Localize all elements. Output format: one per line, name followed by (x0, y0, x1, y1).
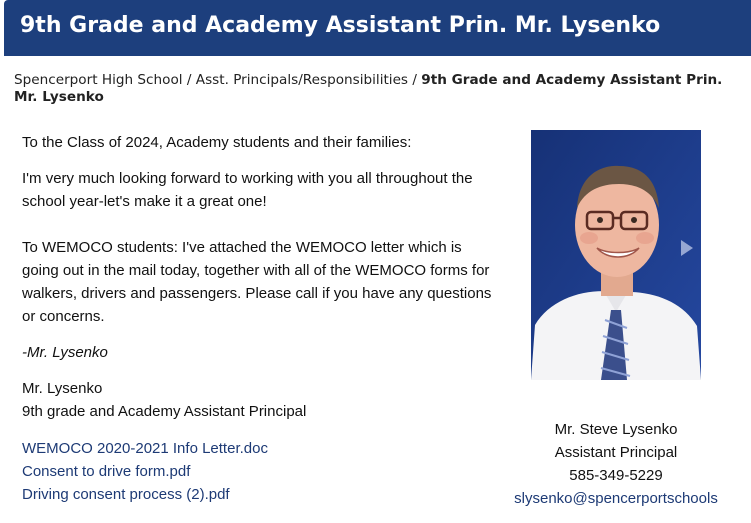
wemoco-paragraph: To WEMOCO students: I've attached the WEMOCO letter which is going out in the mail today, together with all of the WEMOCO forms for walkers, drivers and passengers. Please call if you have any questions or concerns. (22, 239, 492, 325)
signature-name: Mr. Lysenko (22, 380, 103, 397)
attachment-link-info-letter[interactable]: WEMOCO 2020-2021 Info Letter.doc (22, 440, 268, 457)
contact-phone: 585-349-5229 (569, 467, 663, 484)
signature-title: 9th grade and Academy Assistant Principal (22, 403, 307, 420)
signature-block (22, 377, 492, 423)
portrait-illustration (531, 130, 701, 380)
welcome-paragraph: I'm very much looking forward to working with you all throughout the school year-let's make it a great one! (22, 170, 473, 210)
attachment-link-consent-form[interactable]: Consent to drive form.pdf (22, 463, 191, 480)
attachment-list (22, 437, 492, 506)
greeting-text: To the Class of 2024, Academy students and their families: (22, 134, 412, 151)
contact-title: Assistant Principal (554, 444, 678, 461)
breadcrumb (14, 72, 744, 106)
breadcrumb-current: 9th Grade and Academy Assistant Prin. Mr. Lysenko (14, 72, 723, 105)
signoff-text: -Mr. Lysenko (22, 344, 108, 361)
breadcrumb-link-school[interactable]: Spencerport High School (14, 72, 183, 88)
contact-name: Mr. Steve Lysenko (554, 421, 678, 438)
title-bar (4, 0, 751, 56)
staff-photo (531, 130, 701, 380)
attachment-link-consent-process[interactable]: Driving consent process (2).pdf (22, 486, 230, 503)
main-content (22, 131, 492, 506)
breadcrumb-link-asst-principals[interactable]: Asst. Principals/Responsibilities (195, 72, 409, 88)
contact-email-link[interactable]: slysenko@spencerportschools (514, 490, 718, 507)
breadcrumb-separator: / (182, 72, 196, 88)
breadcrumb-separator: / (408, 72, 422, 88)
page-title: 9th Grade and Academy Assistant Prin. Mr. Lysenko (20, 13, 661, 38)
contact-card (491, 418, 741, 510)
